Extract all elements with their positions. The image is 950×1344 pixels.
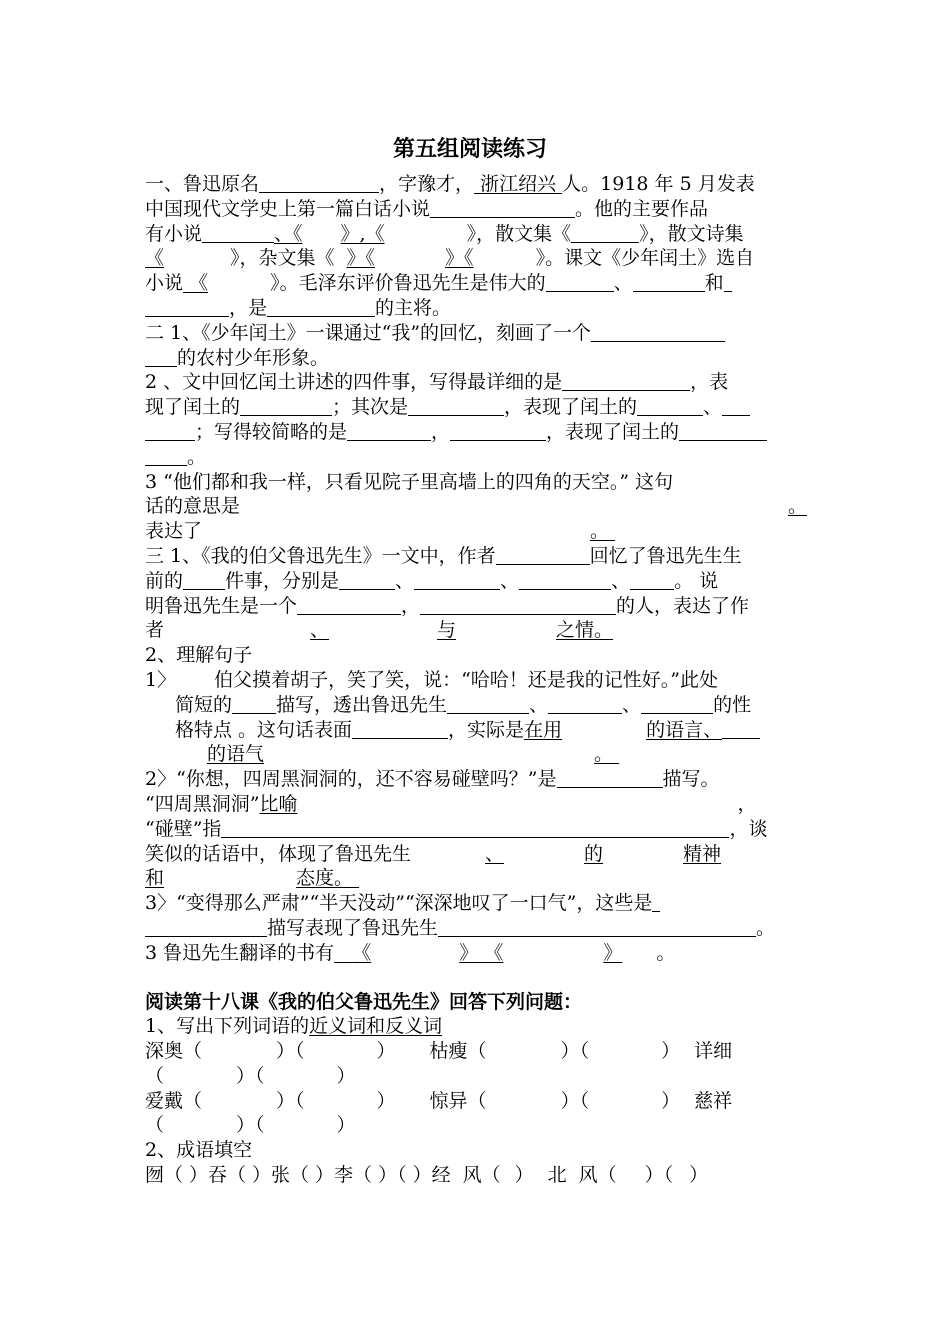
text: 枯瘦（ — [429, 1040, 487, 1063]
s2-line-3 — [145, 370, 815, 395]
text: ，谈 — [729, 817, 768, 840]
text: 。 — [788, 495, 808, 518]
blank[interactable] — [145, 917, 267, 937]
text: ）李（ — [315, 1164, 373, 1187]
blank[interactable] — [240, 396, 332, 416]
answer-text — [334, 942, 656, 964]
blank[interactable] — [679, 421, 767, 441]
blank[interactable] — [450, 421, 546, 441]
blank[interactable] — [438, 917, 756, 937]
text: 表达了 — [145, 520, 203, 543]
answer-text — [175, 743, 619, 765]
text: ） — [376, 1040, 396, 1063]
s4-question-2: 2、成语填空 — [145, 1139, 253, 1162]
text: ） — [336, 1064, 356, 1087]
answer-text — [164, 619, 613, 641]
text: 笑似的话语中，体现了鲁迅先生 — [145, 842, 412, 865]
blank[interactable] — [145, 347, 177, 367]
s2-line-1 — [145, 321, 815, 346]
s3-line-9 — [145, 742, 815, 767]
s3-line-7 — [145, 693, 815, 718]
text: 三 1、《我的伯父鲁迅先生》一文中，作者 — [145, 544, 496, 567]
blank[interactable] — [633, 272, 705, 292]
text: 》,《 — [340, 222, 385, 245]
blank[interactable] — [267, 297, 375, 317]
s1-line-1 — [145, 172, 815, 197]
text: ；写得较简略的是 — [195, 420, 348, 443]
blank[interactable] — [145, 446, 187, 466]
text: ， — [737, 792, 757, 815]
text: 。 — [187, 445, 207, 468]
text: 话的意思是 — [145, 495, 241, 518]
blank[interactable] — [297, 595, 401, 615]
text: 爱戴（ — [145, 1089, 203, 1112]
text: 的性 — [713, 693, 752, 716]
text: ）（ — [276, 1040, 305, 1063]
blank[interactable] — [724, 272, 732, 292]
answer-text — [347, 247, 536, 269]
text: ）（ — [378, 1164, 407, 1187]
blank[interactable] — [557, 768, 663, 788]
text: “四周黑洞洞” — [145, 792, 260, 815]
text: ）（ — [560, 1089, 590, 1112]
s3-line-14 — [145, 866, 815, 891]
s3-line-16 — [145, 916, 815, 941]
text: 描写。 — [662, 768, 720, 791]
s3-line-6 — [145, 668, 815, 693]
text: 》。课文《少年闰土》选自 — [535, 247, 755, 270]
text: 有小说 — [145, 222, 203, 245]
text: 《 — [145, 247, 165, 270]
text: 、 — [500, 569, 520, 592]
text: 详细 — [694, 1040, 733, 1063]
text: ）（ — [236, 1064, 265, 1087]
blank[interactable] — [562, 371, 690, 391]
text: 的主将。 — [375, 296, 452, 319]
text: 明鲁迅先生是一个 — [145, 594, 298, 617]
blank[interactable] — [641, 694, 713, 714]
text: 、 — [529, 693, 549, 716]
s2-line-5 — [145, 420, 815, 445]
text: 风（ — [578, 1164, 617, 1187]
text: ，表现了闰土的 — [546, 420, 680, 443]
text: 描写，透出鲁迅先生 — [276, 693, 448, 716]
blank[interactable] — [221, 818, 729, 838]
answer-text — [145, 867, 359, 889]
blank[interactable] — [352, 719, 448, 739]
text: 2〉“你想，四周黑洞洞的，还不容易碰壁吗？”是 — [145, 768, 557, 791]
blank[interactable] — [519, 570, 611, 590]
blank[interactable] — [183, 570, 225, 590]
text: 、 — [703, 396, 723, 419]
text: 态度。 — [296, 867, 354, 890]
text: 》《 — [445, 247, 474, 270]
text: 1〉 — [145, 668, 177, 691]
blank[interactable] — [548, 694, 622, 714]
s3-line-3 — [145, 594, 815, 619]
text: 慈祥 — [694, 1089, 733, 1112]
text: 、 — [613, 272, 633, 295]
text: 之情。 — [556, 619, 614, 642]
answer-text — [202, 520, 615, 542]
s3-line-4 — [145, 618, 815, 643]
text: 》 《 — [459, 941, 504, 964]
s2-line-7 — [145, 470, 815, 495]
s2-line-2 — [145, 346, 815, 371]
s3-line-11 — [145, 792, 815, 817]
text: 》。毛泽东评价鲁迅先生是伟大的 — [270, 272, 546, 295]
answer-text — [145, 247, 230, 269]
text: ， — [431, 420, 451, 443]
text: 的人，表达了作 — [616, 594, 750, 617]
text: 。 — [594, 743, 614, 766]
s3-line-17 — [145, 941, 815, 966]
text: 二 1、《少年闰土》一课通过“我”的回忆，刻画了一个 — [145, 321, 592, 344]
s2-line-6 — [145, 445, 815, 470]
text: 人。1918 年 5 月发表 — [562, 173, 755, 195]
s4-row-5 — [145, 1163, 815, 1188]
text: 的农村少年形象。 — [177, 346, 330, 369]
text: ，是 — [229, 296, 268, 319]
text: 、 — [310, 619, 330, 642]
text: 惊异（ — [429, 1089, 487, 1112]
worksheet — [145, 132, 815, 1188]
text: 近义词和反义词 — [309, 1015, 443, 1038]
text: 比喻 — [259, 792, 298, 815]
text: （ — [145, 1064, 165, 1087]
text: 简短的 — [175, 693, 233, 716]
text: ，表 — [690, 371, 729, 394]
text: ） — [689, 1164, 709, 1187]
blank[interactable] — [145, 421, 195, 441]
text: 3 鲁迅先生翻译的书有 — [145, 941, 335, 964]
answer-text — [183, 272, 270, 294]
text: ；其次是 — [332, 396, 409, 419]
s1-line-6 — [145, 296, 815, 321]
blank[interactable] — [630, 570, 674, 590]
text: ）张（ — [252, 1164, 310, 1187]
s1-line-3 — [145, 222, 815, 247]
text: 。 — [590, 520, 610, 543]
text: ，表现了闰土的 — [504, 396, 638, 419]
blank[interactable] — [408, 396, 504, 416]
text: ）吞（ — [189, 1164, 247, 1187]
text: ，字豫才， — [379, 173, 475, 195]
text: ）经 — [412, 1164, 451, 1187]
text: “碰壁”指 — [145, 817, 222, 840]
text: ）（ — [276, 1089, 305, 1112]
s4-question-1 — [145, 1014, 815, 1039]
text: 风（ — [462, 1164, 501, 1187]
text: 与 — [437, 619, 457, 642]
text: 《 — [352, 941, 372, 964]
answer-text — [274, 223, 467, 245]
text: ） — [376, 1089, 396, 1112]
s4-heading: 阅读第十八课《我的伯父鲁迅先生》回答下列问题： — [145, 990, 583, 1013]
text: 描写表现了鲁迅先生 — [267, 916, 439, 939]
text: 、 — [611, 569, 631, 592]
text: 的 — [584, 842, 604, 865]
text: 中国现代文学史上第一篇白话小说 — [145, 197, 431, 220]
blank[interactable] — [430, 198, 575, 218]
text: 在用 — [524, 718, 563, 741]
blank[interactable] — [637, 396, 703, 416]
text: 回忆了鲁迅先生生 — [589, 544, 742, 567]
text: 、《 — [274, 222, 303, 245]
page-title: 第五组阅读练习 — [392, 136, 547, 162]
text: 。 说 — [674, 569, 719, 592]
blank[interactable] — [591, 322, 725, 342]
text: 》《 — [346, 247, 376, 270]
blank[interactable] — [722, 396, 750, 416]
s3-line-13 — [145, 842, 815, 867]
text: 2、理解句子 — [145, 644, 253, 667]
text: 格特点 。这句话表面 — [175, 718, 353, 741]
answer-text — [474, 173, 562, 195]
blank[interactable] — [722, 719, 760, 739]
spacer — [145, 966, 815, 990]
blank[interactable] — [414, 570, 500, 590]
text: 、 — [485, 842, 505, 865]
text: 和 — [145, 867, 165, 890]
text: 现了闰土的 — [145, 396, 241, 419]
text: 囫（ — [145, 1164, 184, 1187]
text: ， — [401, 594, 421, 617]
s3-line-8 — [145, 718, 815, 743]
s3-line-10 — [145, 767, 815, 792]
text: 。 — [756, 916, 776, 939]
text: 件事，分别是 — [225, 569, 340, 592]
answer-text — [411, 843, 721, 865]
text: 1、写出下列词语的 — [145, 1015, 310, 1038]
answer-text — [240, 495, 807, 517]
text: 的语气 — [207, 743, 265, 766]
s3-line-15 — [145, 891, 815, 916]
blank[interactable] — [339, 570, 395, 590]
s4-row-3 — [145, 1089, 815, 1114]
text: 、 — [395, 569, 415, 592]
text: 。 — [656, 941, 676, 964]
text: 浙江绍兴 — [480, 173, 557, 195]
text: 精神 — [683, 842, 722, 865]
text: 》 — [603, 941, 623, 964]
text: ） — [661, 1040, 681, 1063]
s4-row-2 — [145, 1064, 815, 1089]
blank[interactable] — [652, 892, 660, 912]
text: 2 、文中回忆闰土讲述的四件事，写得最详细的是 — [145, 371, 563, 394]
text: ）（ — [644, 1164, 674, 1187]
text: 3〉“变得那么严肃”“半天没动”“深深地叹了一口气”，这些是 — [145, 892, 653, 915]
text: 北 — [547, 1164, 567, 1187]
blank[interactable] — [202, 223, 274, 243]
s2-line-9 — [145, 519, 815, 544]
s4-row-1 — [145, 1039, 815, 1064]
blank[interactable] — [347, 421, 431, 441]
text: ） — [336, 1114, 356, 1137]
text: 》，杂文集《 — [230, 247, 335, 270]
text: 》，散文诗集 — [639, 222, 744, 245]
text: 的语言、 — [646, 718, 723, 741]
s1-line-2 — [145, 197, 815, 222]
s1-line-5 — [145, 271, 815, 296]
text: ，实际是 — [448, 718, 525, 741]
s3-line-1 — [145, 544, 815, 569]
s3-line-5 — [145, 643, 815, 668]
text: 深奥（ — [145, 1040, 203, 1063]
answer-text — [259, 793, 737, 815]
text: ）（ — [236, 1114, 265, 1137]
blank[interactable] — [232, 694, 276, 714]
text: （ — [145, 1114, 165, 1137]
blank[interactable] — [571, 223, 639, 243]
s2-line-4 — [145, 395, 815, 420]
blank[interactable] — [420, 595, 616, 615]
text: 者 — [145, 619, 165, 642]
answer-text — [524, 719, 722, 741]
s1-line-4 — [145, 246, 815, 271]
text: 伯父摸着胡子，笑了笑，说：“哈哈！还是我的记性好。”此处 — [214, 668, 719, 691]
text: 。他的主要作品 — [575, 197, 709, 220]
text: 、 — [622, 693, 642, 716]
blank[interactable] — [145, 297, 229, 317]
text: 3 “他们都和我一样，只看见院子里高墙上的四角的天空。” 这句 — [145, 470, 674, 493]
text: 和 — [704, 272, 724, 295]
s4-row-4 — [145, 1113, 815, 1138]
s3-line-2 — [145, 569, 815, 594]
text: 小说 — [145, 272, 184, 295]
text: ） — [514, 1164, 534, 1187]
text: 《 — [189, 272, 209, 295]
text: ）（ — [560, 1040, 590, 1063]
blank[interactable] — [496, 545, 590, 565]
blank[interactable] — [546, 272, 614, 292]
s2-line-8 — [145, 494, 815, 519]
s3-line-12 — [145, 817, 815, 842]
text: 一、鲁迅原名 — [145, 173, 260, 195]
blank[interactable] — [259, 173, 379, 193]
text: 前的 — [145, 569, 184, 592]
text: 》，散文集《 — [466, 222, 572, 245]
blank[interactable] — [447, 694, 529, 714]
text: ） — [661, 1089, 681, 1112]
